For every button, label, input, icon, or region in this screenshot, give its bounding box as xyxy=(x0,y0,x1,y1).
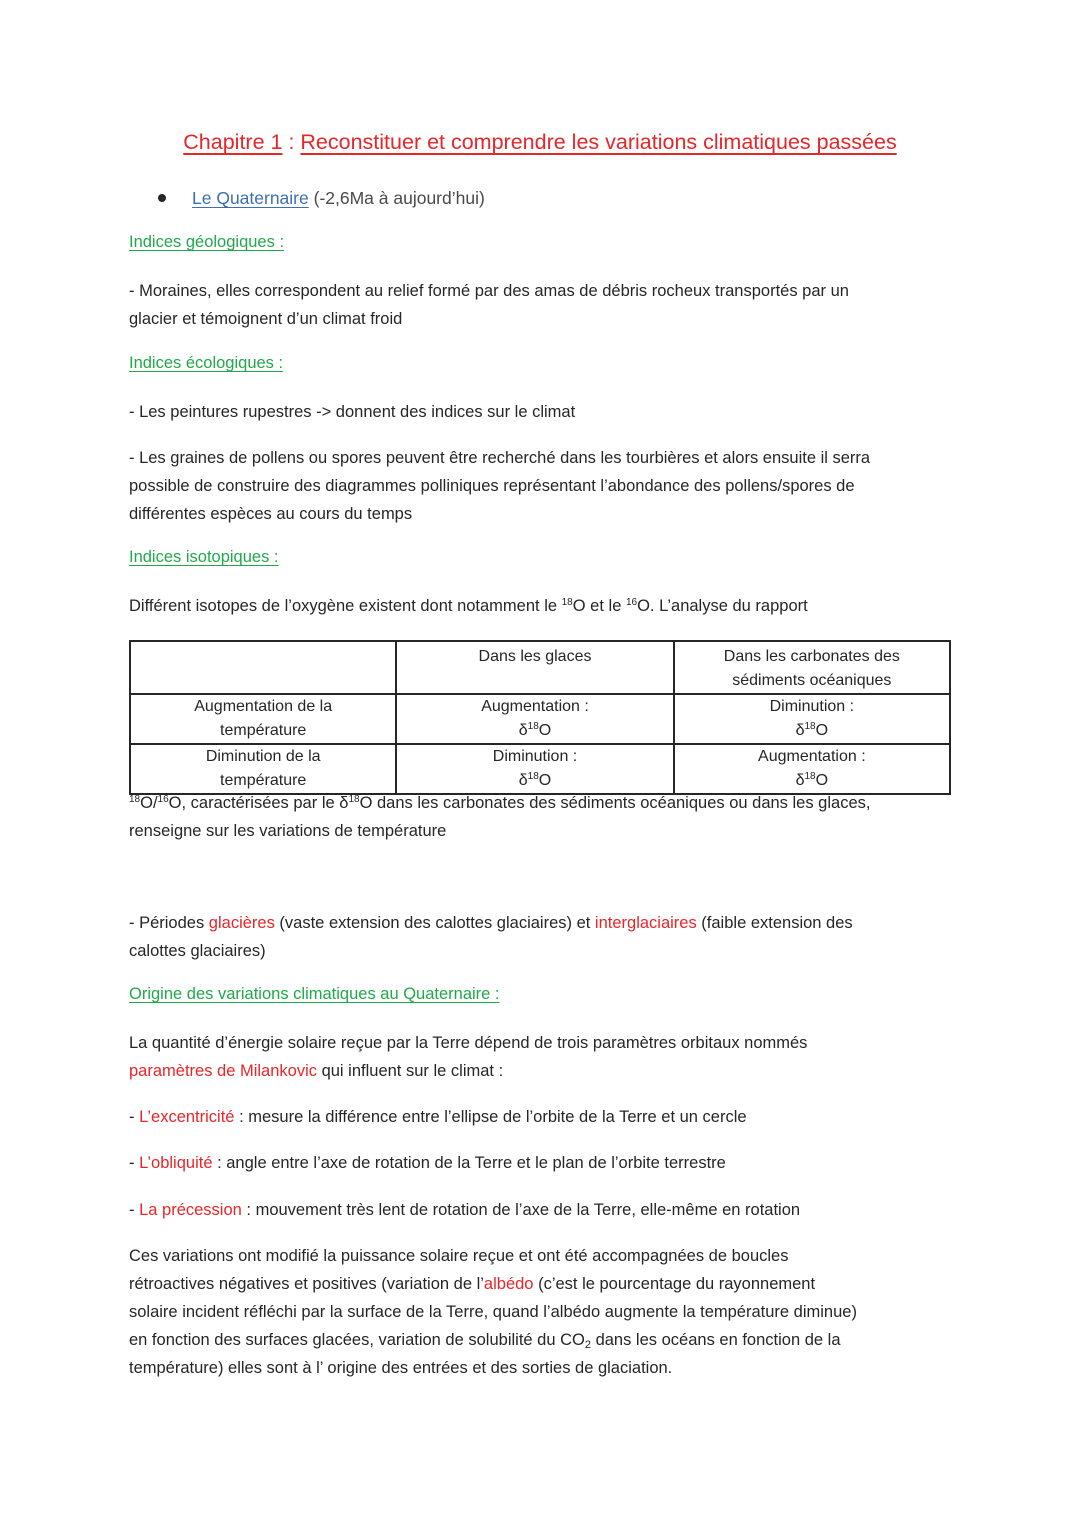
isotope-table xyxy=(129,640,951,795)
pollens-line-1: - Les graines de pollens ou spores peuvent être recherché dans les tourbières et alors ensuite il serra xyxy=(129,449,871,467)
row1-header-line-1: Augmentation de la xyxy=(194,698,333,715)
retroactions-line-2 xyxy=(129,1270,857,1298)
chapter-title-sep: : xyxy=(282,130,301,154)
pollens-line-2: possible de construire des diagrammes polliniques représentant l’abondance des pollens/spores de xyxy=(129,477,855,495)
row2-glaces-label: Diminution : xyxy=(492,748,578,765)
table-row xyxy=(130,641,950,694)
row1-header-line-2: température xyxy=(220,722,307,739)
table-cell-empty xyxy=(130,641,396,694)
row1-carbonates-label: Diminution : xyxy=(769,698,855,715)
bullet-quaternaire xyxy=(192,184,485,212)
paragraph-isotopes-intro xyxy=(129,592,808,620)
excentricite-definition: : mesure la différence entre l’ellipse de l’orbite de la Terre et un cercle xyxy=(234,1108,747,1126)
ratio-text-a: O/ xyxy=(140,794,158,812)
table-cell-row2-carbonates xyxy=(674,744,950,794)
term-milankovic: paramètres de Milankovic xyxy=(129,1062,317,1080)
term-glacieres: glacières xyxy=(208,914,275,932)
intro-text-a: Différent isotopes de l’oxygène existent dont notamment le xyxy=(129,597,562,615)
moraines-line-2: glacier et témoignent d’un climat froid xyxy=(129,310,403,328)
bullet-dot xyxy=(158,194,166,202)
pollens-line-3: différentes espèces au cours du temps xyxy=(129,505,413,523)
term-interglaciaires: interglaciaires xyxy=(594,914,697,932)
retroactions-text-a: rétroactives négatives et positives (variation de l’ xyxy=(129,1275,484,1293)
delta-symbol: δ xyxy=(518,722,528,739)
quaternaire-link: Le Quaternaire xyxy=(192,188,309,208)
paragraph-periodes xyxy=(129,909,853,965)
retroactions-text-d: dans les océans en fonction de la xyxy=(590,1331,841,1349)
heading-origine: Origine des variations climatiques au Quaternaire : xyxy=(129,985,500,1003)
moraines-line-1: - Moraines, elles correspondent au relief formé par des amas de débris rocheux transportés par un xyxy=(129,282,849,300)
periodes-text-a: - Périodes xyxy=(129,914,209,932)
row2-carbonates-label: Augmentation : xyxy=(758,748,866,765)
periodes-line-1 xyxy=(129,909,853,937)
row2-header-line-1: Diminution de la xyxy=(205,748,321,765)
retroactions-line-5: température) elles sont à l’ origine des entrées et des sorties de glaciation. xyxy=(129,1359,673,1377)
paragraph-isotopes-ratio xyxy=(129,789,870,845)
ratio-line-1 xyxy=(129,789,870,817)
param-dash: - xyxy=(129,1108,140,1126)
intro-text-c: . L’analyse du rapport xyxy=(649,597,808,615)
heading-isotopiques: Indices isotopiques : xyxy=(129,548,279,566)
chapter-title-text: Reconstituer et comprendre les variations climatiques passées xyxy=(300,130,897,154)
milankovic-line-2 xyxy=(129,1057,807,1085)
oxygen-symbol: O xyxy=(637,597,650,615)
paragraph-peintures: - Les peintures rupestres -> donnent des indices sur le climat xyxy=(129,403,576,421)
sup-18: 18 xyxy=(561,597,573,608)
delta-symbol: δ xyxy=(518,772,528,789)
paragraph-milankovic xyxy=(129,1029,807,1085)
periodes-line-2: calottes glaciaires) xyxy=(129,942,266,960)
param-excentricite xyxy=(129,1103,747,1131)
obliquite-definition: : angle entre l’axe de rotation de la Terre et le plan de l’orbite terrestre xyxy=(212,1154,726,1172)
sup-18: 18 xyxy=(527,771,539,782)
heading-ecologiques: Indices écologiques : xyxy=(129,354,284,372)
sub-2: 2 xyxy=(584,1339,591,1351)
term-precession: La précession xyxy=(139,1201,242,1219)
ratio-text-c: O dans les carbonates des sédiments océaniques ou dans les glaces, xyxy=(359,794,871,812)
sup-18: 18 xyxy=(348,794,360,805)
term-albedo: albédo xyxy=(483,1275,534,1293)
table-header-glaces xyxy=(396,641,673,694)
header-carbonates-line-1: Dans les carbonates des xyxy=(723,648,900,665)
table-cell-row2-glaces xyxy=(396,744,673,794)
row1-carbonates-delta xyxy=(679,719,945,743)
table-row xyxy=(130,694,950,744)
paragraph-pollens xyxy=(129,444,870,528)
sup-16: 16 xyxy=(157,794,169,805)
intro-text-b: et le xyxy=(585,597,626,615)
retroactions-text-b: (c’est le pourcentage du rayonnement xyxy=(533,1275,816,1293)
retroactions-line-4 xyxy=(129,1326,857,1354)
table-cell-row1-glaces xyxy=(396,694,673,744)
table-row-header-augmentation xyxy=(130,694,396,744)
table-cell-row1-carbonates xyxy=(674,694,950,744)
paragraph-moraines xyxy=(129,277,849,333)
row2-header-line-2: température xyxy=(220,772,307,789)
periodes-text-c: (faible extension des xyxy=(696,914,853,932)
param-dash: - xyxy=(129,1154,140,1172)
delta-symbol: δ xyxy=(795,722,805,739)
row1-glaces-label: Augmentation : xyxy=(481,698,589,715)
term-excentricite: L’excentricité xyxy=(139,1108,235,1126)
periodes-text-b: (vaste extension des calottes glaciaires) et xyxy=(274,914,595,932)
header-carbonates-line-2: sédiments océaniques xyxy=(732,672,892,689)
sup-18: 18 xyxy=(527,721,539,732)
heading-geologiques: Indices géologiques : xyxy=(129,233,285,251)
table-header-carbonates xyxy=(674,641,950,694)
term-obliquite: L’obliquité xyxy=(139,1154,213,1172)
ratio-line-2: renseigne sur les variations de température xyxy=(129,822,447,840)
retroactions-line-3: solaire incident réfléchi par la surface de la Terre, quand l’albédo augmente la température diminue) xyxy=(129,1303,857,1321)
oxygen-symbol: O xyxy=(815,722,829,739)
precession-definition: : mouvement très lent de rotation de l’axe de la Terre, elle-même en rotation xyxy=(241,1201,801,1219)
oxygen-symbol: O xyxy=(538,772,552,789)
retroactions-text-c: en fonction des surfaces glacées, variation de solubilité du CO xyxy=(129,1331,585,1349)
sup-18: 18 xyxy=(129,794,141,805)
oxygen-symbol: O xyxy=(538,722,552,739)
delta-symbol: δ xyxy=(795,772,805,789)
oxygen-symbol: O xyxy=(815,772,829,789)
paragraph-retroactions xyxy=(129,1242,857,1382)
oxygen-symbol: O xyxy=(572,597,586,615)
param-obliquite xyxy=(129,1149,726,1177)
sup-18: 18 xyxy=(804,721,816,732)
milankovic-rest: qui influent sur le climat : xyxy=(317,1062,504,1080)
row1-glaces-delta xyxy=(401,719,668,743)
sup-16: 16 xyxy=(625,597,638,608)
sup-18: 18 xyxy=(804,771,816,782)
retroactions-line-1: Ces variations ont modifié la puissance solaire reçue et ont été accompagnées de boucles xyxy=(129,1247,789,1265)
param-dash: - xyxy=(129,1201,140,1219)
table-row xyxy=(130,744,950,794)
param-precession xyxy=(129,1196,800,1224)
ratio-text-b: O, caractérisées par le δ xyxy=(168,794,349,812)
chapter-title xyxy=(0,130,1080,155)
quaternaire-range: (-2,6Ma à aujourd’hui) xyxy=(308,188,485,208)
header-glaces-text: Dans les glaces xyxy=(478,648,592,665)
chapter-number: Chapitre 1 xyxy=(183,130,283,154)
table-row-header-diminution xyxy=(130,744,396,794)
milankovic-line-1: La quantité d’énergie solaire reçue par la Terre dépend de trois paramètres orbitaux nommés xyxy=(129,1034,808,1052)
